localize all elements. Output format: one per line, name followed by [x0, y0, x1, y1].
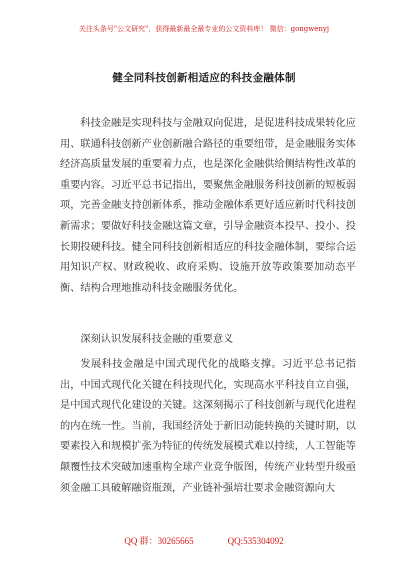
qq-group-label: QQ 群：30265665: [124, 536, 194, 546]
paragraph-1-text: 科技金融是实现科技与金融双向促进，是促进科技成果转化应用、联通科技创新产业创新融合路径的重要纽带，是金融服务实体经济高质量发展的重要着力点，也是深化金融供给侧结构性改革的重要内容。习近平总书记指出，要聚焦金融服务科技创新的短板弱项，完善金融支持创新体系，推动金融体系更好适应新时代科技创新需求；要做好科技金融这篇文章，引导金融资本投早、投小、投长期投硬科技。健全同科技创新相适应的科技金融体制，要综合运用知识产权、财政税收、政府采购、设施开放等政策要加动态平衡、结构合理地推动科技金融服务优化。: [60, 118, 356, 294]
contact-footer: [0, 534, 408, 547]
paragraph-2-text: 发展科技金融是中国式现代化的战略支撑。习近平总书记指出，中国式现代化关键在科技现代化，实现高水平科技自立自强，是中国式现代化建设的关键。这深刻揭示了科技创新与现代化进程的内在统一性。当前，我国经济处于新旧动能转换的关键时期，以要素投入和规模扩张为特征的传统发展模式难以持续，人工智能等颠覆性技术突破加速重构全球产业竞争版图，传统产业转型升级亟须金融工具破解融资瓶颈，产业链补强培壮要求金融资源向大: [60, 359, 356, 494]
document-title: 健全同科技创新相适应的科技金融体制: [112, 72, 296, 84]
promo-banner: 关注头条号"公文研究"，获得最新最全最专业的公文资料库！ 微信：gongwenyj: [78, 25, 330, 33]
paragraph-2: [60, 355, 356, 499]
qq-label: QQ:535304092: [227, 536, 284, 546]
section-heading: 深刻认识发展科技金融的重要意义: [80, 334, 234, 345]
paragraph-1: [60, 114, 356, 299]
